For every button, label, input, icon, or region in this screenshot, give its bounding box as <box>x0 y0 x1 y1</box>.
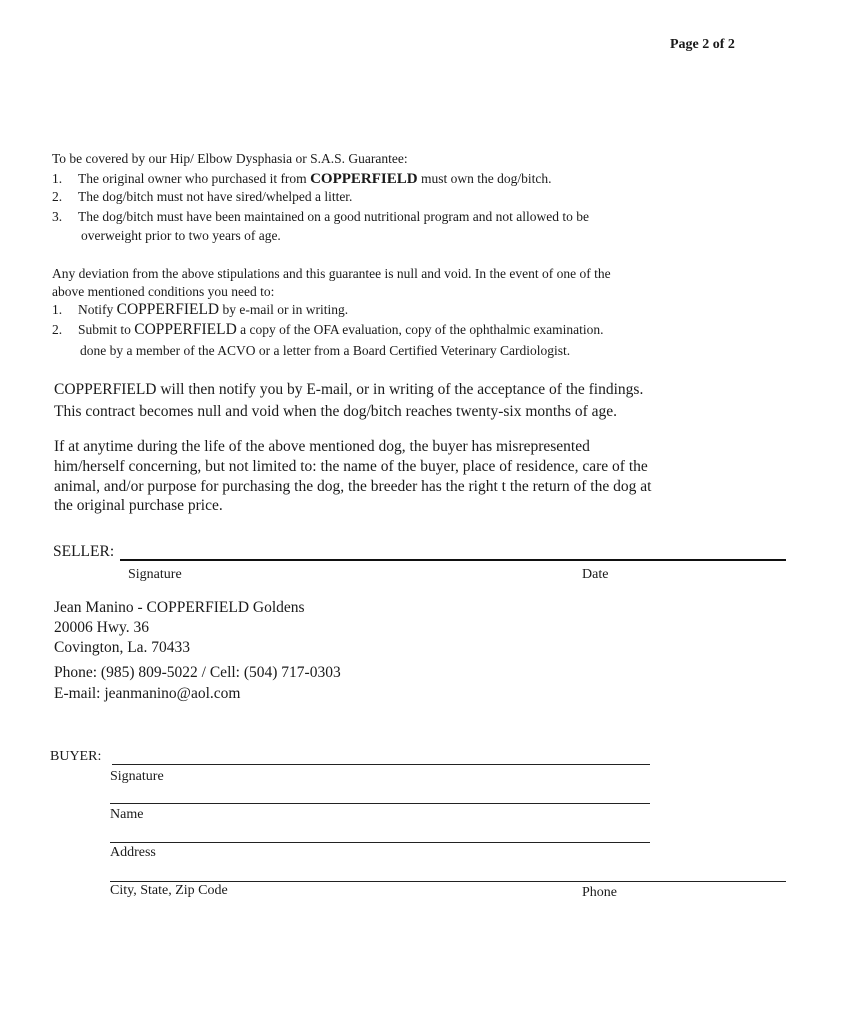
notify-line-1: COPPERFIELD will then notify you by E-mail, or in writing of the acceptance of the findings. <box>54 381 644 398</box>
seller-signature-label: Signature <box>128 567 182 582</box>
guarantee-item-2 <box>52 188 352 206</box>
guarantee-item-3-continued: overweight prior to two years of age. <box>81 228 281 243</box>
list-number: 2. <box>52 322 63 337</box>
company-name-bold: COPPERFIELD <box>310 171 418 187</box>
list-number: 1. <box>52 171 63 186</box>
seller-date-label: Date <box>582 567 609 582</box>
list-number: 1. <box>52 302 63 317</box>
buyer-address-line[interactable] <box>110 842 650 843</box>
buyer-city-phone-line[interactable] <box>110 881 786 882</box>
deviation-item-2 <box>52 321 604 339</box>
breeder-name: Jean Manino - COPPERFIELD Goldens <box>54 599 305 616</box>
list-text: must own the dog/bitch. <box>417 171 552 186</box>
buyer-label: BUYER: <box>50 749 102 764</box>
guarantee-intro: To be covered by our Hip/ Elbow Dysphasia or S.A.S. Guarantee: <box>52 151 408 166</box>
list-text: by e-mail or in writing. <box>219 302 349 317</box>
list-text: Submit to <box>78 322 135 337</box>
guarantee-item-1 <box>52 170 551 188</box>
misrep-line-3: animal, and/or purpose for purchasing the dog, the breeder has the right t the return of the dog at <box>54 478 652 495</box>
list-text: The dog/bitch must not have sired/whelped a litter. <box>78 189 353 204</box>
buyer-name-line[interactable] <box>110 803 650 804</box>
deviation-line-1: Any deviation from the above stipulations and this guarantee is null and void. In the event of one of the <box>52 266 611 281</box>
list-text: Notify <box>78 302 117 317</box>
company-name: COPPERFIELD <box>116 301 220 318</box>
guarantee-item-3 <box>52 208 589 226</box>
notify-line-2: This contract becomes null and void when the dog/bitch reaches twenty-six months of age. <box>54 403 618 420</box>
misrep-line-1: If at anytime during the life of the above mentioned dog, the buyer has misrepresented <box>54 438 590 455</box>
list-number: 2. <box>52 189 63 204</box>
misrep-line-4: the original purchase price. <box>54 497 223 514</box>
list-text: The original owner who purchased it from <box>78 171 311 186</box>
buyer-phone-label: Phone <box>582 885 617 900</box>
list-text: The dog/bitch must have been maintained on a good nutritional program and not allowed to be <box>78 209 589 224</box>
buyer-city-label: City, State, Zip Code <box>110 883 228 898</box>
buyer-name-label: Name <box>110 807 144 822</box>
breeder-email: E-mail: jeanmanino@aol.com <box>54 685 241 702</box>
deviation-item-2-continued: done by a member of the ACVO or a letter from a Board Certified Veterinary Cardiologist. <box>80 343 571 358</box>
list-text: a copy of the OFA evaluation, copy of the ophthalmic examination. <box>236 322 604 337</box>
company-name: COPPERFIELD <box>134 321 237 338</box>
breeder-phone: Phone: (985) 809-5022 / Cell: (504) 717-0303 <box>54 664 341 681</box>
list-number: 3. <box>52 209 63 224</box>
breeder-city: Covington, La. 70433 <box>54 639 191 656</box>
seller-signature-line[interactable] <box>120 559 786 561</box>
page-number: Page 2 of 2 <box>670 37 735 52</box>
buyer-address-label: Address <box>110 845 156 860</box>
buyer-signature-line[interactable] <box>112 764 650 765</box>
deviation-line-2: above mentioned conditions you need to: <box>52 284 275 299</box>
misrep-line-2: him/herself concerning, but not limited to: the name of the buyer, place of residence, care of the <box>54 458 648 475</box>
seller-label: SELLER: <box>53 543 115 560</box>
breeder-street: 20006 Hwy. 36 <box>54 619 150 636</box>
buyer-signature-label: Signature <box>110 769 164 784</box>
deviation-item-1 <box>52 301 348 319</box>
